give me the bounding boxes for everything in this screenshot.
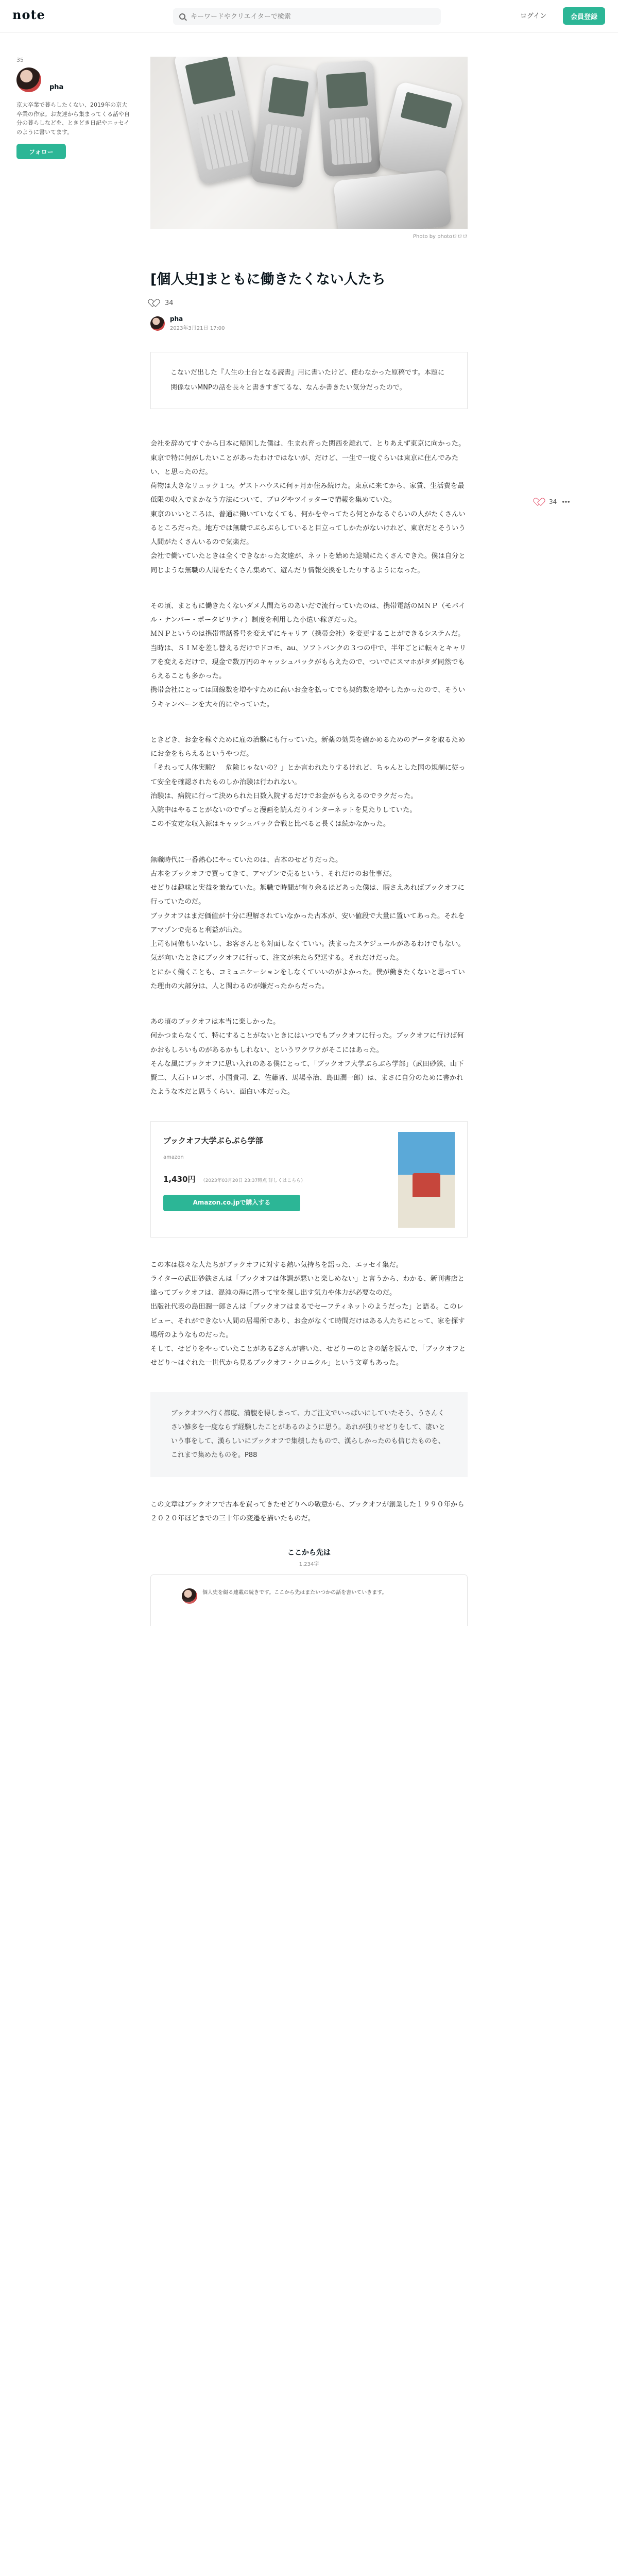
- author-sidebar: [16, 57, 130, 159]
- phone-illustration: [173, 57, 261, 185]
- heart-icon[interactable]: [150, 299, 159, 307]
- article-title: [個人史]まともに働きたくない人たち: [150, 272, 386, 287]
- body-paragraph: ときどき、お金を稼ぐために雇の治験にも行っていた。新薬の効果を確かめるためのデータを取るためにお金をもらえるというやつだ。 「それって人体実験？ 危険じゃないの？」とか言われたりするけれど、ちゃんとした国の規制に従って安全を確認されたものしか治験は行われない。 治験は、病院に行って決められた日数入院するだけでお金がもらえるのでラクだった。 入院中はやることがないのでずっと漫画を読んだりインターネットを見たりしていた。 この不安定な収入源はキャッシュバック合戦と比べると長くは続かなかった。: [150, 736, 466, 828]
- hero-image: [150, 57, 468, 229]
- author-avatar[interactable]: [16, 67, 41, 92]
- sidebar-count: 35: [16, 57, 24, 63]
- paywall-char-count: 1,234字: [299, 1562, 319, 1568]
- intro-notice: こないだ出した『人生の土台となる読書』用に書いたけど、使わなかった原稿です。本題に関係ないMNPの話を長々と書きすぎてるな、なんか書きたい気分だったので。: [150, 352, 468, 409]
- body-paragraph: この文章はブックオフで古本を買ってきたせどりへの敬意から、ブックオフが創業した１９９０年から２０２０年ほどまでの三十年の変遷を描いたものだ。: [150, 1500, 465, 1523]
- product-price-meta: （2023年03月20日 23:37時点 詳しくはこちら）: [200, 1178, 306, 1183]
- search-bar[interactable]: [173, 8, 441, 25]
- product-price: 1,430円: [163, 1174, 196, 1184]
- book-cover-image[interactable]: [398, 1132, 455, 1228]
- body-paragraph: あの頃のブックオフは本当に楽しかった。 何かつまらなくて、特にすることがないときにはいつでもブックオフに行った。ブックオフに行けば何かおもしろいものがあるかもしれない、というワクワクがそこにはあった。 そんな風にブックオフに思い入れのある僕にとって、「ブックオフ大学ぶらぶら学部」（武田砂鉄、山下賢二、大石トロンボ、小国貴司、Z、佐藤晋、馬場幸治、島田潤一郎）は、まさに自分のために書かれたような本だと思うくらい、面白い本だった。: [150, 1018, 464, 1096]
- body-paragraph: その頃、まともに働きたくないダメ人間たちのあいだで流行っていたのは、携帯電話のＭＮＰ（モバイル・ナンバー・ポータビリティ）制度を利用した小遣い稼ぎだった。 ＭＮＰというのは携帯電話番号を変えずにキャリア（携帯会社）を変更することができるシステムだ。 当時は、ＳＩＭを差し替えるだけでドコモ、au、ソフトバンクの３つの中で、半年ごとに転々とキャリアを変えるだけで、現金で数万円のキャッシュバックがもらえたので、ついでにスマホがタダ同然でもらえることも多かった。 携帯会社にとっては回線数を増やすために高いお金を払ってでも契約数を増やしたかったので、そういうキャンペーンを大々的にやっていた。: [150, 602, 467, 708]
- phone-illustration: [316, 60, 381, 177]
- author-name[interactable]: pha: [170, 315, 183, 323]
- author-bio: 京大卒業で暮らしたくない、2019年の京大卒業の作家。お友達から集まってくる話や自分の暮らしなどを、ときどき日記やエッセイのように書いてます。: [16, 101, 130, 135]
- author-row: [150, 315, 468, 331]
- login-link[interactable]: ログイン: [520, 12, 547, 20]
- paywall-title: ここから先は: [287, 1549, 331, 1557]
- more-options-icon[interactable]: [562, 501, 570, 503]
- amazon-buy-button[interactable]: Amazon.co.jpで購入する: [163, 1195, 300, 1211]
- product-title[interactable]: ブックオフ大学ぶらぶら学部: [163, 1136, 263, 1145]
- search-icon: [179, 13, 185, 20]
- floating-actions: [536, 498, 570, 506]
- blockquote: ブックオフへ行く都度、満腹を得しまって、力ご注文でいっぱいにしていたそう、うさんくさい雑多を一度ならず経験したことがあるのように思う。あれが独りせどりをして、凄いという事をして、漢らしいにブックオフで集積したもので、漢らしかったのも信じたものを、これまで集めたものを。P88: [150, 1392, 468, 1477]
- phone-illustration: [250, 64, 318, 189]
- body-paragraph: 無職時代に一番熱心にやっていたのは、古本のせどりだった。 古本をブックオフで買ってきて、アマゾンで売るという、それだけのお仕事だ。 せどりは趣味と実益を兼ねていた。無職で時間が有り余るほどあった僕は、暇さえあればブックオフに行っていたのだ。 ブックオフはまだ価値が十分に理解されていなかった古本が、安い値段で大量に置いてあった。それをアマゾンで売ると利益が出た。 上司も同僚もいないし、お客さんとも対面しなくていい。決まったスケジュールがあるわけでもない。気が向いたときにブックオフに行って、注文が来たら発送する。それだけだった。 とにかく働くことも、コミュニケーションをしなくていいのがよかった。僕が働きたくないと思っていた理由の大部分は、人と関わるのが嫌だったからだった。: [150, 856, 465, 990]
- follow-button[interactable]: [16, 144, 66, 159]
- amazon-product-card[interactable]: [150, 1121, 468, 1238]
- phone-illustration: [377, 81, 464, 182]
- like-count: 34: [165, 299, 174, 307]
- article-body: [150, 437, 468, 1526]
- sidebar-author-name[interactable]: pha: [49, 83, 64, 91]
- body-paragraph: 会社を辞めてすぐから日本に帰国した僕は、生まれ育った関西を離れて、とりあえず東京に向かった。 東京で特に何がしたいことがあったわけではないが、だけど、一生で一度ぐらいは東京に住んでみたい、と思ったのだ。 荷物は大きなリュック１つ。ゲストハウスに何ヶ月か住み続けた。東京に来てから、家賃、生活費を最低限の収入でまかなう方法について、ブログやツイッターで情報を集めていた。 東京のいいところは、普通に働いていなくても、何かをやってたら何とかなるぐらいの人がたくさんいるところだった。地方では無職でぶらぶらしていると目立ってしかたがないけれど、東京だとそういう人間がたくさんいるので気楽だ。 会社で働いていたときは全くできなかった友達が、ネットを始めた途端にたくさんできた。僕は自分と同じような無職の人間をたくさん集めて、遊んだり情報交換をしたりするようになった。: [150, 440, 466, 574]
- like-heart-icon[interactable]: [536, 498, 544, 506]
- article-main: [150, 57, 468, 1626]
- photo-credit[interactable]: Photo by photoロロロ: [413, 234, 468, 240]
- body-paragraph: この本は様々な人たちがブックオフに対する熱い気持ちを語った、エッセイ集だ。 ライターの武田砂鉄さんは「ブックオフは体調が悪いと楽しめない」と言うから、わかる、新刊書店と違ってブックオフは、混沌の海に潜って宝を探し出す気力や体力が必要なのだ。 出版社代表の島田潤一郎さんは「ブックオフはまるでセーフティネットのようだった」と語る。このレビュー、それができない人間の居場所であり、お金がなくて時間だけはある人たちにとって、家を探す場所のようなものだった。 そして、せどりをやっていたことがあるZさんが書いた、せどりーのときの話を読んで、「ブックオフとせどり〜はぐれた一世代から見るブックオフ・クロニクル」という文章もあった。: [150, 1261, 466, 1367]
- preview-fade: [151, 1598, 467, 1626]
- register-button[interactable]: 会員登録: [563, 7, 605, 25]
- publish-date: 2023年3月21日 17:00: [170, 326, 225, 332]
- like-row: [150, 299, 468, 307]
- paywall-preview-card: [150, 1574, 468, 1626]
- note-logo[interactable]: note: [12, 7, 45, 22]
- product-source: amazon: [163, 1155, 184, 1161]
- site-header: [0, 0, 618, 33]
- phone-illustration: [333, 170, 452, 229]
- search-input[interactable]: [191, 13, 417, 21]
- follow-label: フォロー: [29, 148, 54, 156]
- preview-text: 個人史を綴る連載の続きです。ここから先はまたいつかの話を書いていきます。: [202, 1590, 387, 1596]
- floating-like-count: 34: [549, 498, 557, 505]
- author-avatar-small[interactable]: [150, 316, 165, 331]
